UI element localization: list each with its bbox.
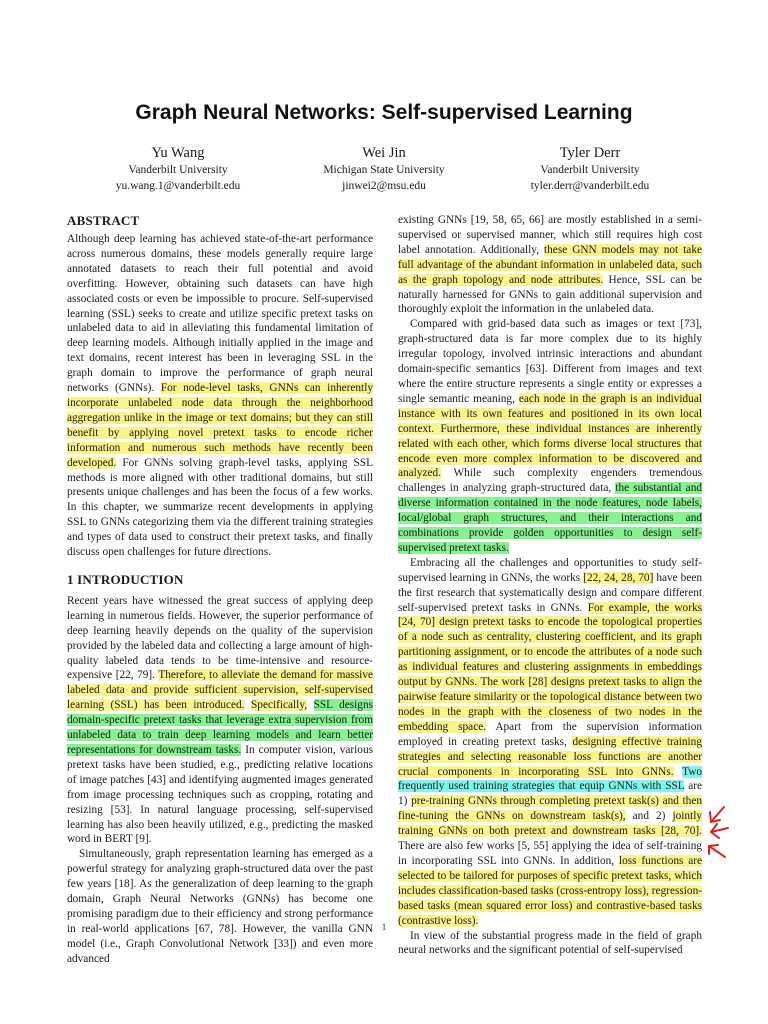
author-name: Wei Jin bbox=[362, 145, 406, 161]
body-text: have been the first research that systematically design and compare different self-supervised pretext tasks in GNNs. bbox=[398, 571, 702, 614]
highlight-yellow: these GNN models may not take full advantage of the abundant information in unlabeled data, such as the graph topology and node attributes. bbox=[398, 243, 702, 286]
highlight-yellow: Therefore, to alleviate the demand for massive labeled data and provide sufficient supervision, self-supervised learning (SSL) has been introduced. bbox=[67, 669, 373, 712]
highlight-green: the substantial and diverse information contained in the node features, node labels, local/global graph structures, and their interactions and combinations provide golden opportunities to design self-supervised pretext tasks. bbox=[398, 482, 702, 554]
highlight-yellow: designing effective training strategies and selecting reasonable loss functions are another crucial components in incorporating SSL into GNNs. bbox=[398, 735, 702, 778]
author-email: jinwei2@msu.edu bbox=[342, 180, 426, 192]
intro-paragraph-2: Simultaneously, graph representation learning has emerged as a powerful strategy for analyzing graph-structured data over the past few years [18]. As the generalization of deep learning to the graph domain, Graph Neural Networks (GNNs) has become one promising paradigm due to their efficiency and strong performance in real-world applications [67, 78]. However, the vanilla GNN model (i.e., Graph Convolutional Network [33]) and even more advanced bbox=[67, 848, 373, 965]
body-text: Apart from the supervision information employed in creating pretext tasks, bbox=[398, 720, 702, 748]
author-email: yu.wang.1@vanderbilt.edu bbox=[115, 180, 241, 192]
author-2 bbox=[284, 145, 484, 194]
annotation-arrows-icon bbox=[700, 805, 734, 865]
author-name: Tyler Derr bbox=[559, 145, 621, 161]
right-column bbox=[398, 213, 702, 958]
author-affiliation: Vanderbilt University bbox=[128, 164, 228, 176]
author-affiliation: Michigan State University bbox=[323, 164, 445, 176]
left-column bbox=[67, 213, 373, 967]
right-paragraph-3 bbox=[398, 556, 702, 929]
paper-title: Graph Neural Networks: Self-supervised Learning bbox=[135, 101, 633, 124]
author-email: tyler.derr@vanderbilt.edu bbox=[530, 180, 650, 192]
author-affiliation: Vanderbilt University bbox=[540, 164, 640, 176]
highlight-yellow: For node-level tasks, GNNs can inherently incorporate unlabeled node data through the neighborhood aggregation unlike in the image or text domains; but they can still benefit by applying novel pretext tasks to encode richer information and numerous such methods have recently been developed. bbox=[67, 382, 373, 469]
page-number: 1 bbox=[381, 922, 387, 932]
body-text: Embracing all the challenges and opportunities to study self-supervised learning in GNNs, the works bbox=[398, 556, 702, 584]
body-text: and 2) bbox=[625, 810, 673, 823]
author-name: Yu Wang bbox=[151, 145, 205, 161]
body-text: While such complexity engenders tremendous challenges in analyzing graph-structured data, bbox=[398, 467, 702, 495]
highlight-yellow: For example, the works [24, 70] design pretext tasks to encode the topological properties of a node such as centrality, clustering coefficient, and its graph partitioning assignment, or to encode the attributes of a node such as individual features and clustering assignments in embeddings output by GNNs. The work [28] designs pretext tasks to align the pairwise feature similarity or the topological distance between two nodes in the graph with the closeness of two nodes in the embedding space. bbox=[398, 601, 702, 733]
highlight-yellow: [22, 24, 28, 70] bbox=[583, 571, 654, 584]
highlight-yellow: each node in the graph is an individual instance with its own features and positioned in its own local context. Furthermore, these individual instances are inherently related with each other, which forms diverse local structures that encode even more complex information to be discovered and analyzed. bbox=[398, 392, 702, 480]
highlight-yellow: Specifically, bbox=[251, 699, 308, 712]
body-text: Compared with grid-based data such as images or text [73], graph-structured data is far more complex due to its highly irregular topology, involved intrinsic interactions and abundant domain-specific semantics [63]. Different from images and text where the entire structure represents a single entity or expresses a single semantic meaning, bbox=[398, 318, 702, 405]
highlight-yellow: loss functions are selected to be tailored for purposes of specific pretext tasks, which includes classification-based tasks (cross-entropy loss), regression-based tasks (mean squared error loss) and contrastive-based tasks (contrastive loss). bbox=[398, 854, 703, 927]
author-3 bbox=[490, 145, 690, 194]
right-paragraph-2 bbox=[398, 317, 702, 556]
body-text: Recent years have witnessed the great success of applying deep learning in numerous fields. However, the superior performance of deep learning heavily depends on the quality of the supervision provided by the labeled data and collecting a large amount of high-quality labeled data tends to be time-intensive and resource-expensive [22, 79]. bbox=[67, 594, 373, 682]
abstract-paragraph bbox=[67, 232, 373, 560]
right-paragraph-1 bbox=[398, 213, 702, 317]
body-text bbox=[674, 766, 683, 778]
highlight-cyan: Two frequently used training strategies that equip GNNs with SSL bbox=[398, 765, 702, 793]
body-text bbox=[307, 699, 314, 711]
body-text: There are also few works [5, 55] applying the idea of self-training in incorporating SSL into GNNs. In addition, bbox=[398, 840, 702, 867]
right-paragraph-4: In view of the substantial progress made in the field of graph neural networks and the significant potential of self-supervised bbox=[398, 929, 702, 957]
abstract-text: Although deep learning has achieved state-of-the-art performance across numerous domains, these models generally require large annotated datasets to reach their full potential and avoid overfitting. However, obtaining such datasets can have high associated costs or even be impossible to procure. Self-supervised learning (SSL) seeks to create and utilize specific pretext tasks on unlabeled data to aid in alleviating this fundamental limitation of deep learning models. Although initially applied in the image and text domains, recent interest has been in leveraging SSL in the graph domain to improve the performance of graph neural networks (GNNs). bbox=[67, 233, 373, 395]
intro-paragraph-1 bbox=[67, 594, 373, 847]
highlight-yellow: pre-training GNNs through completing pretext task(s) and then fine-tuning the GNNs on downstream task(s), bbox=[398, 795, 702, 823]
body-text: are 1) bbox=[398, 780, 703, 808]
author-1 bbox=[78, 145, 278, 194]
abstract-text: For GNNs solving graph-level tasks, applying SSL methods is more aligned with other traditional domains, but still presents unique challenges and has been the focus of a few works. In this chapter, we summarize recent developments in applying SSL to GNNs categorizing them via the different training strategies and types of data used to construct their pretext tasks, and finally discuss open challenges for future directions. bbox=[67, 456, 373, 559]
introduction-heading: 1 INTRODUCTION bbox=[67, 571, 184, 587]
abstract-heading: ABSTRACT bbox=[67, 213, 140, 228]
arrow-3 bbox=[709, 846, 725, 857]
body-text: In computer vision, various pretext tasks have been studied, e.g., predicting relative locations of image patches [43] and identifying augmented images generated from image processing techniques such as cropping, rotating and resizing [53]. In natural language processing, self-supervised learning has also been heavily utilized, e.g., predicting the masked word in BERT [9]. bbox=[67, 744, 373, 846]
highlight-yellow: jointly training GNNs on both pretext and downstream tasks [28, 70]. bbox=[398, 810, 702, 838]
body-text: Hence, SSL can be naturally harnessed for GNNs to gain additional supervision and thoroughly exploit the information in the unlabeled data. bbox=[398, 273, 702, 316]
body-text: existing GNNs [19, 58, 65, 66] are mostly established in a semi-supervised or supervised manner, which still requires high cost label annotation. Additionally, bbox=[398, 214, 702, 256]
highlight-green: SSL designs domain-specific pretext tasks that leverage extra supervision from unlabeled data to train deep learning models and learn better representations for downstream tasks. bbox=[67, 699, 373, 756]
